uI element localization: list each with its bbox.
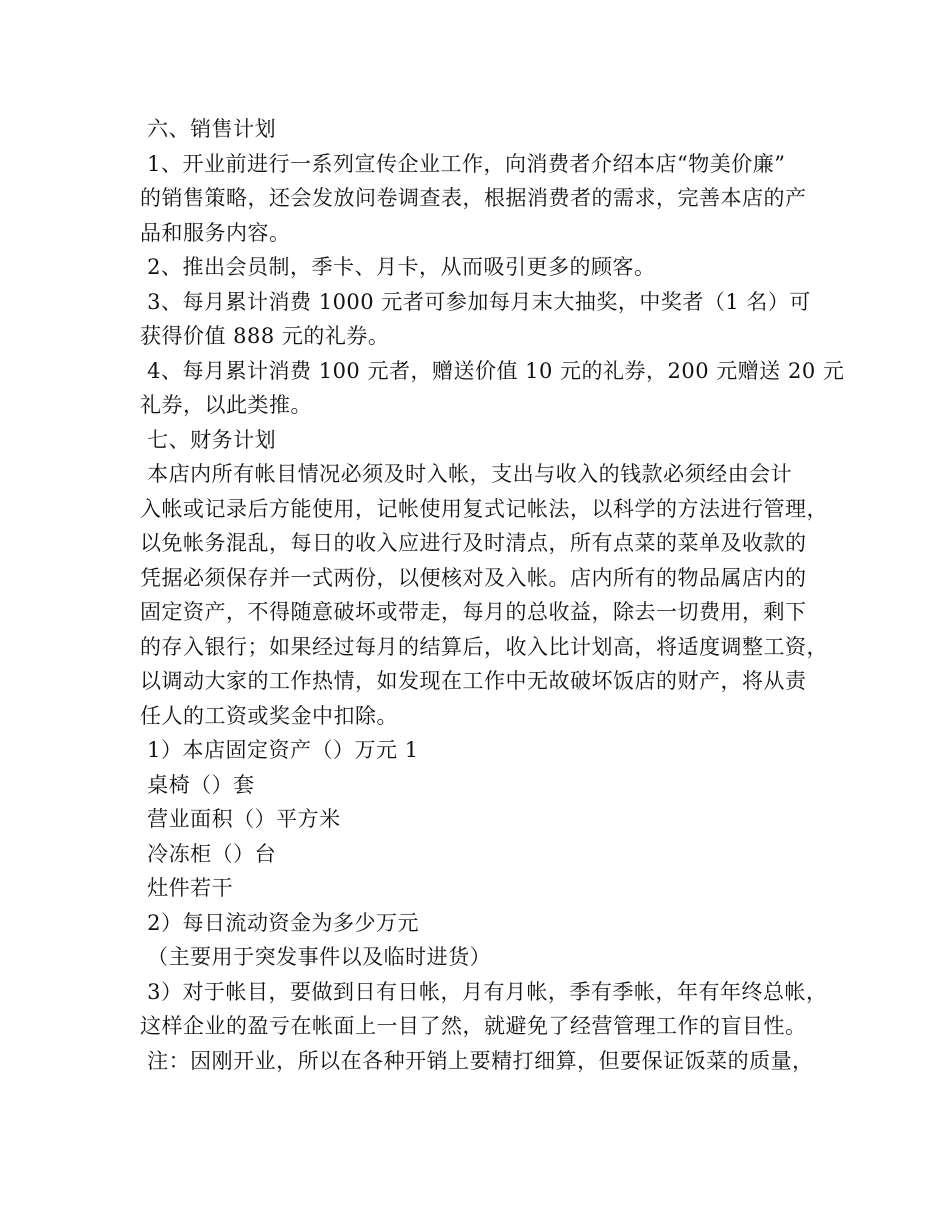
text-line: 本店内所有帐目情况必须及时入帐，支出与收入的钱款必须经由会计 — [140, 462, 793, 486]
text-line: 获得价值 888 元的礼券。 — [140, 324, 390, 348]
text-line: 3、每月累计消费 1000 元者可参加每月末大抽奖，中奖者（1 名）可 — [140, 289, 811, 314]
text-line: 1）本店固定资产（）万元 1 — [140, 738, 419, 762]
text-line: （主要用于突发事件以及临时进货） — [140, 945, 492, 969]
text-line: 以免帐务混乱，每日的收入应进行及时清点，所有点菜的菜单及收款的 — [140, 531, 807, 555]
text-line: 入帐或记录后方能使用，记帐使用复式记帐法，以科学的方法进行管理， — [140, 496, 828, 521]
text-line: 桌椅（）套 — [140, 772, 255, 797]
text-line: 礼券，以此类推。 — [140, 393, 312, 417]
text-line: 品和服务内容。 — [140, 220, 291, 245]
text-line: 的存入银行；如果经过每月的结算后，收入比计划高，将适度调整工资， — [140, 634, 828, 659]
text-line: 冷冻柜（）台 — [140, 841, 277, 866]
text-line: 凭据必须保存并一式两份，以便核对及入帐。店内所有的物品属店内的 — [140, 565, 807, 590]
document-body — [140, 112, 845, 1078]
text-line: 1、开业前进行一系列宣传企业工作，向消费者介绍本店“物美价廉” — [140, 151, 786, 176]
text-line: 六、销售计划 — [140, 117, 277, 141]
text-line: 4、每月累计消费 100 元者，赠送价值 10 元的礼券，200 元赠送 20 元 — [140, 358, 845, 383]
text-line: 3）对于帐目，要做到日有日帐，月有月帐，季有季帐，年有年终总帐， — [140, 979, 828, 1004]
text-line: 营业面积（）平方米 — [140, 807, 341, 831]
text-line: 固定资产，不得随意破坏或带走，每月的总收益，除去一切费用，剩下 — [140, 600, 807, 624]
text-line: 2、推出会员制，季卡、月卡，从而吸引更多的顾客。 — [140, 255, 656, 279]
text-line: 以调动大家的工作热情，如发现在工作中无故破坏饭店的财产，将从责 — [140, 669, 807, 693]
text-line: 灶件若干 — [140, 876, 234, 900]
text-line: 这样企业的盈亏在帐面上一目了然，就避免了经营管理工作的盲目性。 — [140, 1014, 807, 1038]
text-line: 2）每日流动资金为多少万元 — [140, 910, 420, 935]
text-line: 的销售策略，还会发放问卷调查表，根据消费者的需求，完善本店的产 — [140, 186, 807, 210]
text-line: 任人的工资或奖金中扣除。 — [140, 703, 398, 728]
text-line: 注：因刚开业，所以在各种开销上要精打细算，但要保证饭菜的质量， — [140, 1048, 814, 1073]
text-line: 七、财务计划 — [140, 427, 277, 452]
